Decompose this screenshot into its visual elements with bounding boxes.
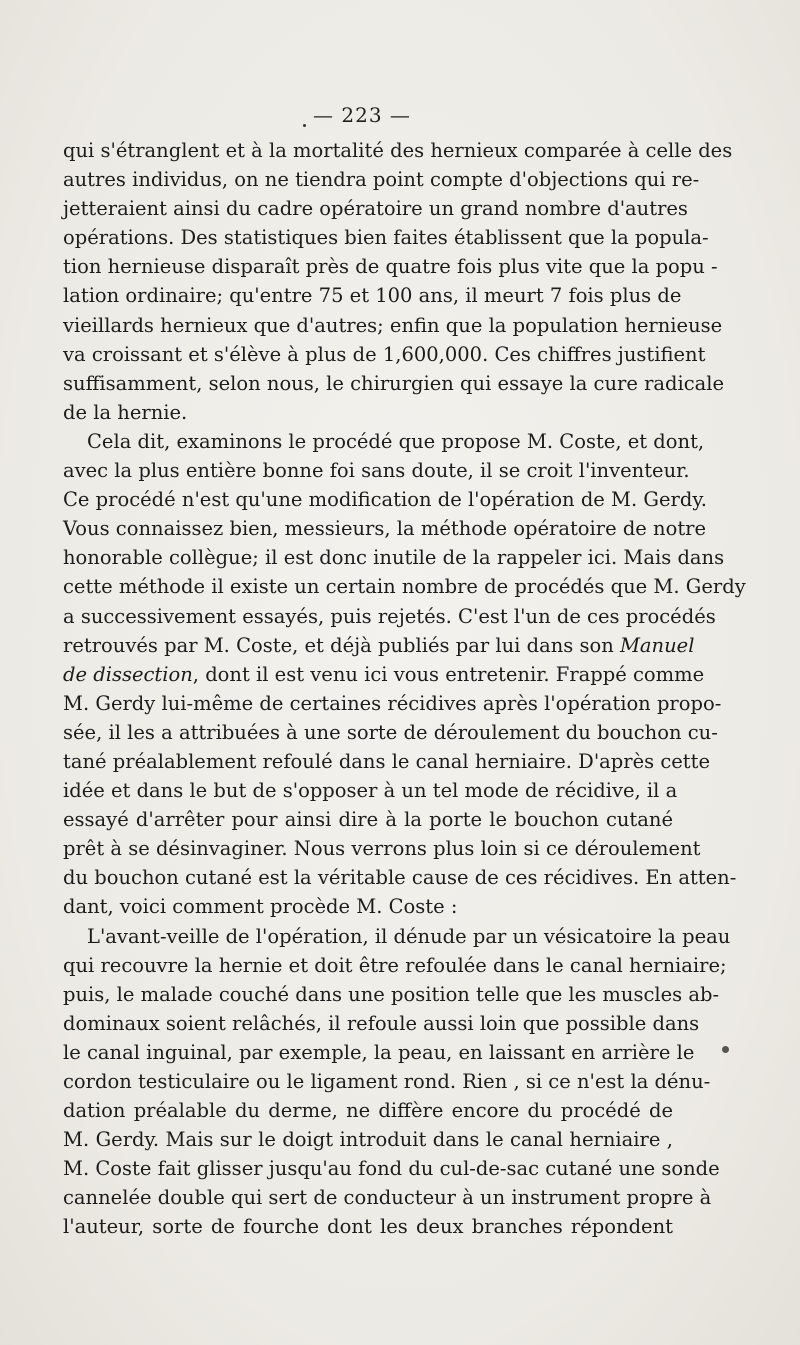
text-line: tané préalablement refoulé dans le canal herniaire. D'après cette — [63, 749, 711, 773]
margin-ink-blot — [722, 1046, 729, 1053]
text-line: a successivement essayés, puis rejetés. C'est l'un de ces procédés — [63, 604, 716, 628]
text-line: lation ordinaire; qu'entre 75 et 100 ans, il meurt 7 fois plus de — [63, 284, 682, 308]
text-line: autres individus, on ne tiendra point compte d'objections qui re- — [63, 168, 700, 192]
text-line: de la hernie. — [63, 400, 188, 424]
text-line: Vous connaissez bien, messieurs, la méthode opératoire de notre — [63, 517, 707, 541]
text-line: avec la plus entière bonne foi sans doute, il se croit l'inventeur. — [63, 459, 690, 483]
text-line: Cela dit, examinons le procédé que propose M. Coste, et dont, — [87, 429, 705, 453]
text-line: Ce procédé n'est qu'une modification de l'opération de M. Gerdy. — [63, 488, 707, 512]
text-line: qui s'étranglent et à la mortalité des hernieux comparée à celle des — [63, 139, 733, 162]
text-line: M. Coste fait glisser jusqu'au fond du cul-de-sac cutané une sonde — [63, 1157, 720, 1181]
text-line: de dissection, dont il est venu ici vous entretenir. Frappé comme — [63, 662, 705, 686]
text-line: essayé d'arrêter pour ainsi dire à la porte le bouchon cutané — [63, 808, 673, 832]
text-line: idée et dans le but de s'opposer à un tel mode de récidive, il a — [63, 779, 678, 803]
text-line: tion hernieuse disparaît près de quatre fois plus vite que la popu - — [63, 255, 718, 279]
text-line: prêt à se désinvaginer. Nous verrons plus loin si ce déroulement — [63, 837, 701, 861]
book-title-italic: de dissection — [63, 662, 193, 686]
text-line: dation préalable du derme, ne diffère encore du procédé de — [63, 1099, 673, 1123]
text-line: jetteraient ainsi du cadre opératoire un grand nombre d'autres — [63, 197, 688, 221]
text-line: puis, le malade couché dans une position telle que les muscles ab- — [63, 982, 720, 1006]
text-line: dominaux soient relâchés, il refoule aussi loin que possible dans — [63, 1011, 700, 1035]
text-line: sée, il les a attribuées à une sorte de déroulement du bouchon cu- — [63, 720, 718, 744]
body-text — [63, 136, 746, 1242]
text-line: cannelée double qui sert de conducteur à un instrument propre à — [63, 1186, 712, 1210]
text-line: l'auteur, sorte de fourche dont les deux branches répondent — [63, 1215, 673, 1239]
text-line: retrouvés par M. Coste, et déjà publiés par lui dans son Manuel — [63, 633, 695, 657]
text-line: le canal inguinal, par exemple, la peau, en laissant en arrière le — [63, 1040, 695, 1064]
text-line: M. Gerdy. Mais sur le doigt introduit dans le canal herniaire , — [63, 1128, 673, 1152]
text-line: honorable collègue; il est donc inutile de la rappeler ici. Mais dans — [63, 546, 725, 570]
page-number: — 223 — — [313, 103, 411, 127]
text-line: va croissant et s'élève à plus de 1,600,000. Ces chiffres justifient — [63, 342, 706, 366]
book-title-italic: Manuel — [619, 633, 695, 657]
text-line: opérations. Des statistiques bien faites établissent que la popula- — [63, 226, 709, 250]
text-line: M. Gerdy lui-même de certaines récidives après l'opération propo- — [63, 691, 722, 715]
text-line: suffisamment, selon nous, le chirurgien qui essaye la cure radicale — [63, 371, 725, 395]
text-line: cette méthode il existe un certain nombre de procédés que M. Gerdy — [63, 575, 746, 599]
text-line: qui recouvre la hernie et doit être refoulée dans le canal herniaire; — [63, 953, 727, 977]
text-line: dant, voici comment procède M. Coste : — [63, 895, 458, 919]
text-line: cordon testiculaire ou le ligament rond. Rien , si ce n'est la dénu- — [63, 1070, 711, 1093]
text-line: du bouchon cutané est la véritable cause de ces récidives. En atten- — [63, 866, 737, 890]
text-line: L'avant-veille de l'opération, il dénude par un vésicatoire la peau — [87, 924, 731, 948]
text-line: vieillards hernieux que d'autres; enfin que la population hernieuse — [63, 313, 723, 337]
